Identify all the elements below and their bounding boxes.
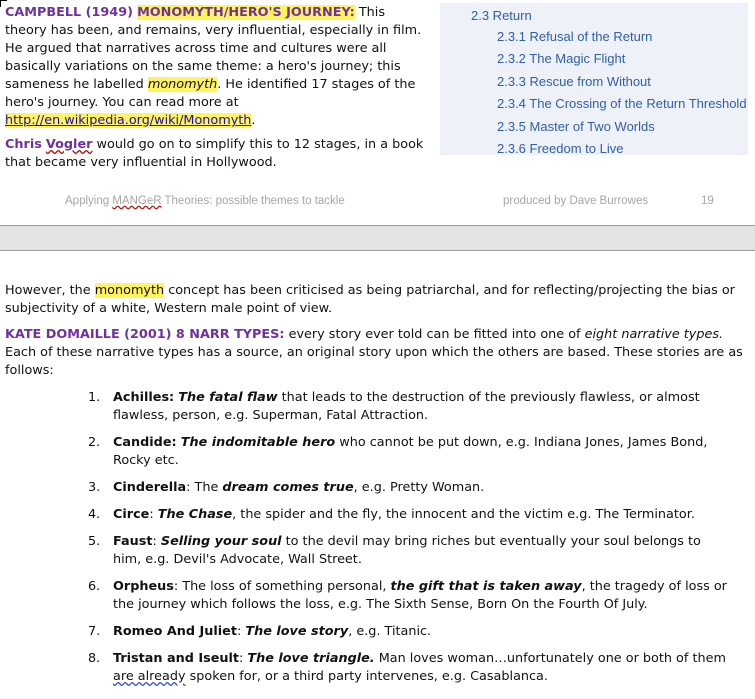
list-number: 2. [88,435,101,450]
list-item [88,479,728,497]
type-description: that leads to the destruction of the previously flawless, or almost flawless, person, e.g. Superman, Fatal Attraction. [113,390,700,423]
domaille-text-2: Each of these narrative types has a source, an original story upon which the others are based. These stories are as follows: [5,345,743,378]
vogler-first-name: Chris [5,137,42,152]
footer-title-c: Theories: possible themes to tackle [161,195,345,207]
toc-item[interactable]: 2.3.4 The Crossing of the Return Threshold [497,96,747,111]
campbell-section [5,4,430,172]
list-number: 6. [88,579,101,594]
type-theme: The love triangle. [247,651,375,666]
type-theme-prefix: : [239,651,248,666]
type-theme-prefix: : The [186,480,223,495]
domaille-section [5,282,745,380]
list-number: 4. [88,507,101,522]
type-name: Tristan and Iseult [113,651,239,666]
type-description: Man loves woman…unfortunately one or both of them [374,651,726,666]
vogler-last-name: Vogler [45,137,93,152]
document-page-top [0,0,755,225]
domaille-heading: KATE DOMAILLE (2001) 8 NARR TYPES: [5,327,285,342]
toc-item[interactable]: 2.3.1 Refusal of the Return [497,29,653,44]
campbell-text-2: . He identified 17 stages of the hero's journey. You can read more at [5,77,416,110]
vogler-text: would go on to simplify this to 12 stages, in a book that became very influential in Hollywood. [5,137,424,170]
footer-title-a: Applying [65,195,113,207]
domaille-emphasis: eight narrative types. [584,327,724,342]
vogler-paragraph [5,136,430,172]
page-separator [0,225,755,251]
list-item [88,389,728,425]
type-description: , the tragedy of loss or the journey which follows the loss, e.g. The Sixth Sense, Born On the Fourth Of July. [113,579,727,612]
type-theme: The indomitable hero [180,435,336,450]
type-name: Faust [113,534,153,549]
type-theme: the gift that is taken away [390,579,582,594]
list-number: 7. [88,624,101,639]
campbell-text: This theory has been, and remains, very influential, especially in film. He argued that narratives across time and cultures were all basically variations on the same theme: a hero's journey; this sameness he labelled [5,5,422,92]
type-theme: The fatal flaw [178,390,278,405]
footer-title [65,195,345,207]
type-name: Achilles: [113,390,175,405]
type-theme: The love story [245,624,349,639]
campbell-heading: CAMPBELL (1949) [5,5,133,20]
type-theme-prefix: : [152,534,161,549]
type-description-2: spoken for, or a third party intervenes, e.g. Casablanca. [185,669,548,684]
type-theme-prefix: : The loss of something personal, [173,579,391,594]
toc-item[interactable]: 2.3 Return [471,8,532,23]
toc-item[interactable]: 2.3.3 Rescue from Without [497,74,651,89]
page-number: 19 [701,195,714,207]
list-item [88,623,728,641]
type-theme: The Chase [157,507,233,522]
type-description: , e.g. Pretty Woman. [353,480,485,495]
domaille-text: every story ever told can be fitted into one of [284,327,585,342]
type-name: Cinderella [113,480,187,495]
domaille-paragraph [5,326,745,380]
narrative-types-list [88,389,728,695]
type-name: Candide: [113,435,177,450]
list-number: 1. [88,390,101,405]
toc-item[interactable]: 2.3.6 Freedom to Live [497,141,624,156]
list-item [88,578,728,614]
type-theme-prefix: : [236,624,246,639]
table-of-contents [440,3,748,155]
list-number: 3. [88,480,101,495]
type-description: who cannot be put down, e.g. Indiana Jones, James Bond, Rocky etc. [113,435,708,468]
monomyth-highlight: monomyth [94,283,165,298]
campbell-text-3: . [251,113,256,128]
list-item [88,650,728,686]
list-number: 8. [88,651,101,666]
type-theme-prefix: : [149,507,158,522]
toc-item[interactable]: 2.3.5 Master of Two Worlds [497,119,655,134]
document-page-bottom [0,251,755,699]
toc-item[interactable]: 2.3.2 The Magic Flight [497,51,626,66]
wikipedia-link[interactable]: http://en.wikipedia.org/wiki/Monomyth [5,113,252,128]
type-description: , e.g. Titanic. [348,624,432,639]
list-item [88,533,728,569]
type-theme: Selling your soul [160,534,282,549]
footer-title-b: MANGeR [112,195,162,207]
list-item [88,506,728,524]
footer-author: produced by Dave Burrowes [503,195,649,207]
list-number: 5. [88,534,101,549]
monomyth-heading: MONOMYTH/HERO'S JOURNEY: [137,5,355,20]
intro-text-2: concept has been criticised as being patriarchal, and for reflecting/projecting the bias or subjectivity of a white, Western male point of view. [5,283,735,316]
campbell-paragraph [5,4,430,130]
monomyth-term: monomyth [147,77,218,92]
type-name: Orpheus [113,579,174,594]
criticism-paragraph [5,282,745,318]
type-theme: dream comes true [222,480,354,495]
type-description: to the devil may bring riches but eventually your soul belongs to him, e.g. Devil's Advocate, Wall Street. [113,534,701,567]
type-name: Circe [113,507,150,522]
intro-text: However, the [5,283,95,298]
list-item [88,434,728,470]
type-description: , the spider and the fly, the innocent and the victim e.g. The Terminator. [232,507,695,522]
type-name: Romeo And Juliet [113,624,237,639]
grammar-flagged-text: are already [113,669,186,684]
